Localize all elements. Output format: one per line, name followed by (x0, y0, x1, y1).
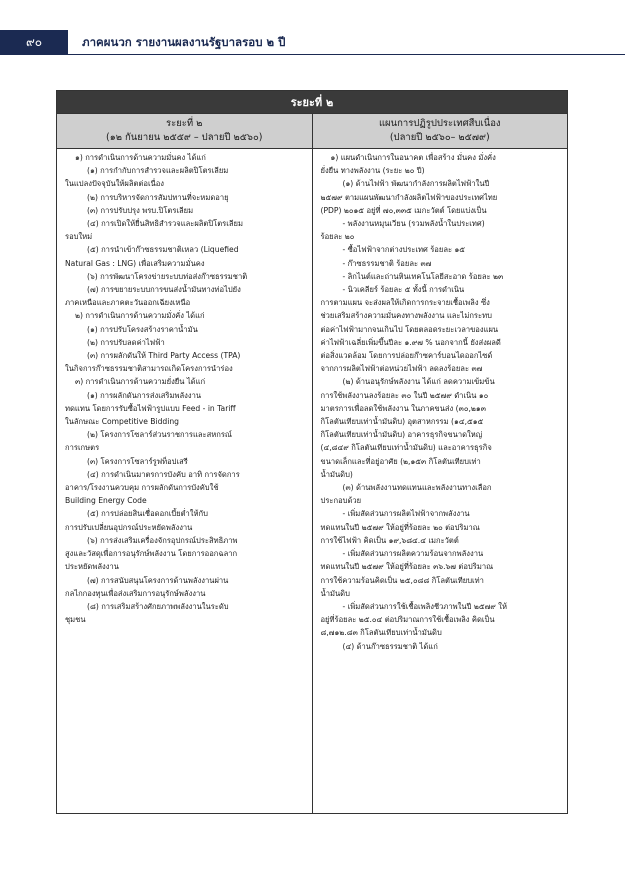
text-line: การใช้ไฟฟ้า คิดเป็น ๑๙,๖๘๔.๔ เมกะวัตต์ (320, 535, 459, 545)
text-line: การปรับเปลี่ยนอุปกรณ์ประหยัดพลังงาน (65, 522, 193, 532)
plan-table (56, 90, 568, 814)
right-column-header (312, 114, 568, 148)
text-line: (๘) การเสริมสร้างศักยภาพพลังงานในระดับ (87, 601, 229, 611)
text-line: ๑) การดำเนินการด้านความมั่นคง ได้แก่ (75, 153, 206, 162)
text-line: - เพิ่มสัดส่วนการใช้เชื้อเพลิงชีวภาพในปี ๒๕๗๙ ให้ (342, 601, 507, 611)
text-line: กิโลตันเทียบเท่าน้ำมันดิบ) อาคารธุรกิจขนาดใหญ่ (320, 430, 483, 440)
text-line: - พลังงานหมุนเวียน (รวมพลังน้ำในประเทศ) (342, 219, 485, 229)
text-line: การตามแผน จะส่งผลให้เกิดการกระจายเชื้อเพลิง ซึ่ง (320, 298, 490, 308)
text-line: ชุมชน (65, 615, 86, 625)
left-header-line: ระยะที่ ๒ (166, 118, 203, 129)
text-line: (๗) การขยายระบบการขนส่งน้ำมันทางท่อไปยัง (87, 285, 241, 295)
text-line: (๓) โครงการโซลาร์รูฟท็อปเสรี (87, 456, 188, 466)
text-line: (๒) การปรับลดค่าไฟฟ้า (87, 337, 165, 347)
left-column-header (57, 114, 312, 148)
header-divider (68, 54, 625, 55)
text-line: (๒) การบริหารจัดการสัมปทานที่จะหมดอายุ (87, 192, 229, 202)
text-line: กิโลตันเทียบเท่าน้ำมันดิบ) อุตสาหกรรม (๑๔,๕๑๕ (320, 417, 484, 427)
text-line: (๑) การปรับโครงสร้างราคาน้ำมัน (87, 324, 198, 334)
text-line: ๘,๗๑๒.๘๓ กิโลตันเทียบเท่าน้ำมันดิบ (320, 628, 442, 638)
text-line: รอบใหม่ (65, 232, 93, 242)
text-line: ทดแทน โดยการรับซื้อไฟฟ้ารูปแบบ Feed - in Tariff (65, 403, 236, 413)
text-line: ประกอบด้วย (320, 496, 362, 506)
text-line: ในกิจการก๊าซธรรมชาติสามารถเกิดโครงการนำร่อง (65, 364, 233, 374)
text-line: (๔) การดำเนินมาตรการบังคับ อาทิ การจัดการ (87, 469, 240, 479)
text-line: (๓) ด้านพลังงานทดแทนและพลังงานทางเลือก (342, 483, 492, 493)
text-line: กลไกกองทุนเพื่อส่งเสริมการอนุรักษ์พลังงาน (65, 588, 206, 598)
text-line: (๑) การกำกับการสำรวจและผลิตปิโตรเลียม (87, 166, 229, 176)
text-line: (๗) การสนับสนุนโครงการด้านพลังงานผ่าน (87, 575, 229, 585)
text-line: ๑) แผนดำเนินการในอนาคต เพื่อสร้าง มั่นคง มั่งคั่ง (330, 153, 496, 162)
right-header-line: (ปลายปี ๒๕๖๐– ๒๕๗๙) (389, 132, 490, 143)
text-line: - เพิ่มสัดส่วนการผลิตความร้อนจากพลังงาน (342, 549, 484, 559)
text-line: ยั่งยืน ทางพลังงาน (ระยะ ๒๐ ปี) (320, 166, 425, 176)
text-line: สูงและวัสดุเพื่อการอนุรักษ์พลังงาน โดยการออกฉลาก (65, 549, 238, 559)
text-line: (๕) การนำเข้าก๊าซธรรมชาติเหลว (Liquefied (87, 245, 239, 255)
text-line: น้ำมันดิบ (320, 588, 350, 598)
text-line: ช่วยเสริมสร้างความมั่นคงทางพลังงาน และไม่กระทบ (320, 311, 492, 321)
text-line: จากการผลิตไฟฟ้าต่อหน่วยไฟฟ้า ลดลงร้อยละ ๓๗ (320, 364, 483, 374)
text-line: น้ำมันดิบ) (320, 469, 353, 479)
text-line: อาคาร/โรงงานควบคุม การผลักดันการบังคับใช้ (65, 483, 219, 493)
table-title: ระยะที่ ๒ (57, 91, 567, 113)
text-line: (๖) การพัฒนาโครงข่ายระบบท่อส่งก๊าซธรรมชาติ (87, 271, 248, 281)
text-line: ต่อสิ่งแวดล้อม โดยการปล่อยก๊าซคาร์บอนไดออกไซด์ (320, 351, 493, 361)
table-header-row (57, 113, 567, 149)
text-line: Building Energy Code (65, 496, 147, 506)
text-line: ๒๕๗๙ ตามแผนพัฒนากำลังผลิตไฟฟ้าของประเทศไทย (320, 192, 498, 202)
text-line: ทดแทนในปี ๒๕๗๙ ให้อยู่ที่ร้อยละ ๓๖.๖๗ ต่อปริมาณ (320, 562, 494, 572)
right-header-line: แผนการปฏิรูปประเทศสืบเนื่อง (378, 118, 501, 129)
text-line: Natural Gas : LNG) เพื่อเสริมความมั่นคง (65, 258, 205, 268)
text-line: - ซื้อไฟฟ้าจากต่างประเทศ ร้อยละ ๑๕ (342, 245, 466, 255)
table-body-row (57, 149, 567, 814)
right-column-text (312, 149, 568, 814)
text-line: (๓) การปรับปรุง พรบ.ปิโตรเลียม (87, 205, 194, 215)
text-line: อยู่ที่ร้อยละ ๒๕.๐๔ ต่อปริมาณการใช้เชื้อเพลิง คิดเป็น (320, 615, 495, 625)
text-line: การใช้ความร้อนคิดเป็น ๒๕,๐๘๘ กิโลตันเทียบเท่า (320, 575, 484, 585)
text-line: ประหยัดพลังงาน (65, 562, 119, 572)
text-line: (PDP) ๒๐๑๕ อยู่ที่ ๗๐,๓๓๕ เมกะวัตต์ โดยแบ่งเป็น (320, 205, 487, 215)
text-line: ๒) การดำเนินการด้านความมั่งคั่ง ได้แก่ (75, 311, 205, 321)
text-line: (๒) โครงการโซลาร์ส่วนราชการและสหกรณ์ (87, 430, 232, 440)
text-line: ร้อยละ ๒๐ (320, 232, 355, 242)
text-line: ค่าไฟฟ้าเฉลี่ยเพิ่มขึ้นปีละ ๑.๙๗ % นอกจากนี้ ยังส่งผลดี (320, 337, 501, 347)
text-line: (๔) การเปิดให้ยื่นสิทธิสำรวจและผลิตปิโตรเลียม (87, 219, 243, 229)
left-column-text (57, 149, 312, 814)
text-line: (๕) การปล่อยสินเชื่อดอกเบี้ยต่ำให้กับ (87, 509, 208, 519)
page-number: ๙๐ (0, 30, 68, 55)
text-line: ทดแทนในปี ๒๕๗๙ ให้อยู่ที่ร้อยละ ๒๐ ต่อปริมาณ (320, 522, 480, 532)
text-line: - นิวเคลียร์ ร้อยละ ๕ ทั้งนี้ การดำเนิน (342, 285, 465, 295)
text-line: ภาคเหนือและภาคตะวันออกเฉียงเหนือ (65, 298, 191, 308)
text-line: ขนาดเล็กและที่อยู่อาศัย (๒,๑๕๓ กิโลตันเทียบเท่า (320, 456, 481, 466)
text-line: ในลักษณะ Competitive Bidding (65, 417, 179, 427)
text-line: - ก๊าซธรรมชาติ ร้อยละ ๓๗ (342, 258, 432, 268)
text-line: (๔,๘๔๙ กิโลตันเทียบเท่าน้ำมันดิบ) และอาคารธุรกิจ (320, 443, 492, 453)
left-header-line: (๑๒ กันยายน ๒๕๕๙ – ปลายปี ๒๕๖๐) (106, 132, 263, 143)
text-line: การเกษตร (65, 443, 100, 453)
text-line: (๑) ด้านไฟฟ้า พัฒนากำลังการผลิตไฟฟ้าในปี (342, 179, 490, 189)
text-line: การใช้พลังงานลงร้อยละ ๓๐ ในปี ๒๕๗๙ ดำเนิน ๑๐ (320, 390, 489, 400)
text-line: (๓) การผลักดันให้ Third Party Access (TPA) (87, 351, 241, 361)
text-line: ในแปลงปัจจุบันให้ผลิตต่อเนื่อง (65, 179, 165, 189)
text-line: ต่อค่าไฟฟ้ามากจนเกินไป โดยตลอดระยะเวลาของแผน (320, 324, 499, 334)
text-line: - เพิ่มสัดส่วนการผลิตไฟฟ้าจากพลังงาน (342, 509, 470, 519)
text-line: (๒) ด้านอนุรักษ์พลังงาน ได้แก่ ลดความเข้มข้น (342, 377, 495, 387)
text-line: (๑) การผลักดันการส่งเสริมพลังงาน (87, 390, 202, 400)
text-line: (๖) การส่งเสริมเครื่องจักรอุปกรณ์ประสิทธิภาพ (87, 535, 238, 545)
text-line: (๔) ด้านก๊าซธรรมชาติ ได้แก่ (342, 641, 438, 651)
header-title: ภาคผนวก รายงานผลงานรัฐบาลรอบ ๒ ปี (82, 35, 286, 49)
text-line: ๓) การดำเนินการด้านความยั่งยืน ได้แก่ (75, 377, 206, 387)
text-line: มาตรการเพื่อลดใช้พลังงาน ในภาคขนส่ง (๓๐,๒๑๓ (320, 403, 486, 413)
text-line: - ลิกไนต์และถ่านหินเทคโนโลยีสะอาด ร้อยละ ๒๓ (342, 271, 504, 281)
